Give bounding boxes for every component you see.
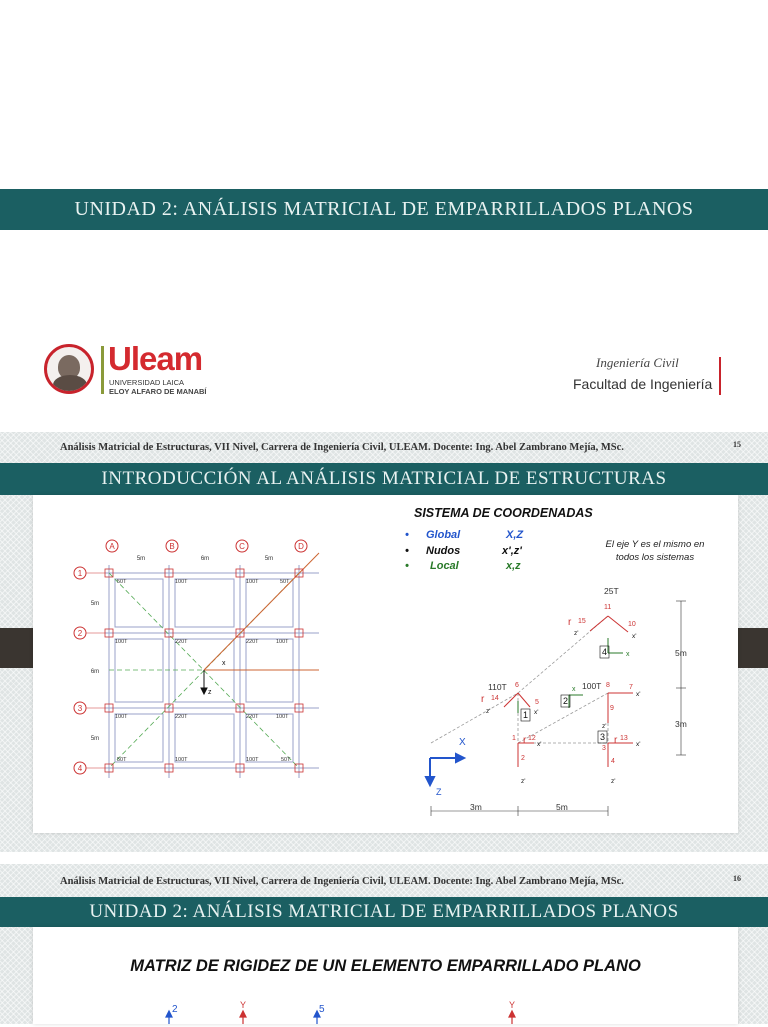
dof-12: 12 (528, 735, 536, 742)
dof-3: 3 (602, 745, 606, 752)
load-110t: 110T (488, 682, 507, 692)
axis-z-prime-6: z' (486, 708, 491, 715)
load-d2: 100T (276, 639, 289, 645)
load-d1: 50T (280, 579, 290, 585)
load-a3: 100T (115, 714, 128, 720)
row-label-1: 1 (77, 569, 83, 578)
dof-15: 15 (578, 618, 586, 625)
load-a1: 50T (117, 579, 127, 585)
row-label-2: 2 (77, 629, 83, 638)
member-2: 2 (563, 696, 569, 706)
member-1: 1 (523, 710, 529, 720)
dim-5m-vertical: 5m (675, 648, 687, 658)
uleam-line1: UNIVERSIDAD LAICA (109, 378, 185, 387)
facultad-logo (570, 355, 730, 397)
span-y-2: 6m (90, 669, 100, 675)
dof-5: 5 (535, 699, 539, 706)
col-label-a: A (109, 542, 115, 551)
dof-8: 8 (606, 682, 610, 689)
dim-5m-horizontal: 5m (556, 802, 568, 812)
uleam-name: Uleam (108, 340, 203, 377)
r-symbol-12: r (523, 735, 527, 746)
col-label-d: D (298, 542, 304, 551)
slide3-footer-text: Análisis Matricial de Estructuras, VII Nivel, Carrera de Ingeniería Civil, ULEAM. Docente: Ing. Abel Zambrano Mejía, MSc. (60, 876, 624, 887)
slide3-title: UNIDAD 2: ANÁLISIS MATRICIAL DE EMPARRILLADOS PLANOS (89, 901, 679, 922)
span-y-3: 5m (90, 736, 100, 742)
axis-z-prime-11: z' (574, 630, 579, 637)
r-symbol-15: r (568, 617, 572, 628)
slide2-footer-text: Análisis Matricial de Estructuras, VII Nivel, Carrera de Ingeniería Civil, ULEAM. Docente: Ing. Abel Zambrano Mejía, MSc. (60, 442, 624, 453)
load-100t: 100T (582, 681, 602, 691)
dof-6: 6 (515, 682, 519, 689)
slide2-page-number: 15 (733, 440, 741, 449)
global-axis-z: Z (436, 787, 442, 797)
load-c2: 220T (246, 639, 259, 645)
axis-x-prime-11: x' (632, 633, 637, 640)
r-symbol-14: r (481, 694, 485, 705)
member-3: 3 (600, 732, 606, 742)
span-y-1: 5m (90, 601, 100, 607)
slide2-content-card: A B C D 1 2 3 4 5m 6m 5m 5m 6m 5m 50T 100T 100T 50T 100T 220T 220T 100T 100T 220T 220T 100T 50T 100T 100T 50T x z SISTEMA DE COORDENADAS • Global X,Z • Nudos x',z' • Local x,z El eje Y es el mismo en todos los sistemas X Z 5m 3m 3m 5m 25T 110T 100T 4 1 2 3 11 15 10 6 14 5 7 8 9 12 13 1 2 3 4 r r r r x' z' z' x' x' z' x' z' z' x' x x (33, 495, 738, 833)
dim-3m-vertical: 3m (675, 719, 687, 729)
load-25t: 25T (604, 586, 619, 596)
floor-plan-diagram (69, 533, 369, 833)
load-b3: 220T (175, 714, 188, 720)
grid-3d-diagram (418, 583, 738, 823)
slide3-title-banner (0, 897, 768, 927)
dof-label-2: 2 (172, 1004, 178, 1015)
dof-4: 4 (611, 758, 615, 765)
slide1-title-banner (0, 189, 768, 230)
span-x-1: 5m (136, 556, 146, 562)
local-axis-x-2: x (572, 686, 576, 693)
dof-label-y2: Y (509, 1000, 516, 1010)
slide3-page-number: 16 (733, 874, 741, 883)
member-4: 4 (602, 647, 608, 657)
r-symbol-13: r (614, 735, 618, 746)
slide3-content-card (33, 927, 738, 1024)
load-a2: 100T (115, 639, 128, 645)
dof-7: 7 (629, 684, 633, 691)
load-b1: 100T (175, 579, 188, 585)
dof-label-y1: Y (240, 1000, 247, 1010)
uleam-seal-icon (44, 344, 94, 394)
slide2-title-banner (0, 463, 768, 495)
dof-10: 10 (628, 621, 636, 628)
dof-label-5: 5 (319, 1004, 325, 1015)
dim-3m-horizontal: 3m (470, 802, 482, 812)
plan-axis-z: z (208, 689, 212, 696)
row-label-4: 4 (77, 764, 83, 773)
col-label-b: B (169, 542, 175, 551)
axis-z-prime-4: z' (611, 778, 616, 785)
global-axis-x: X (459, 737, 466, 748)
col-label-c: C (239, 542, 245, 551)
axis-x-prime-7: x' (636, 691, 641, 698)
uleam-line2: ELOY ALFARO DE MANABÍ (109, 387, 207, 396)
load-d4: 50T (281, 757, 291, 763)
row-label-3: 3 (77, 704, 83, 713)
axis-x-prime-13: x' (636, 741, 641, 748)
dof-9: 9 (610, 705, 614, 712)
dof-2: 2 (521, 755, 525, 762)
dof-11: 11 (604, 604, 612, 611)
slide3-heading: MATRIZ DE RIGIDEZ DE UN ELEMENTO EMPARRILLADO PLANO (130, 957, 641, 975)
axis-x-prime-6: x' (534, 709, 539, 716)
slide2-title: INTRODUCCIÓN AL ANÁLISIS MATRICIAL DE ESTRUCTURAS (101, 468, 667, 489)
coords-note: El eje Y es el mismo en todos los sistemas (605, 539, 705, 563)
dof-14: 14 (491, 695, 499, 702)
uleam-logo (44, 340, 224, 398)
dof-13: 13 (620, 735, 628, 742)
axis-z-prime-2: z' (521, 778, 526, 785)
load-d3: 100T (276, 714, 289, 720)
span-x-2: 6m (200, 556, 210, 562)
load-a4: 50T (117, 757, 127, 763)
facultad-name: Facultad de Ingeniería (573, 376, 713, 392)
slide1-title: UNIDAD 2: ANÁLISIS MATRICIAL DE EMPARRILLADOS PLANOS (74, 198, 694, 220)
load-c1: 100T (246, 579, 259, 585)
coords-title: SISTEMA DE COORDENADAS (414, 506, 593, 520)
axis-x-prime-12: x' (537, 741, 542, 748)
local-axis-x-4: x (626, 651, 630, 658)
facultad-script: Ingeniería Civil (596, 355, 679, 370)
load-b2: 220T (175, 639, 188, 645)
dof-1: 1 (512, 735, 516, 742)
plan-axis-x: x (222, 660, 226, 667)
element-dof-diagram (33, 987, 738, 1027)
span-x-3: 5m (264, 556, 274, 562)
load-b4: 100T (175, 757, 188, 763)
axis-z-prime-9: z' (602, 723, 607, 730)
load-c3: 220T (246, 714, 259, 720)
load-c4: 100T (246, 757, 259, 763)
